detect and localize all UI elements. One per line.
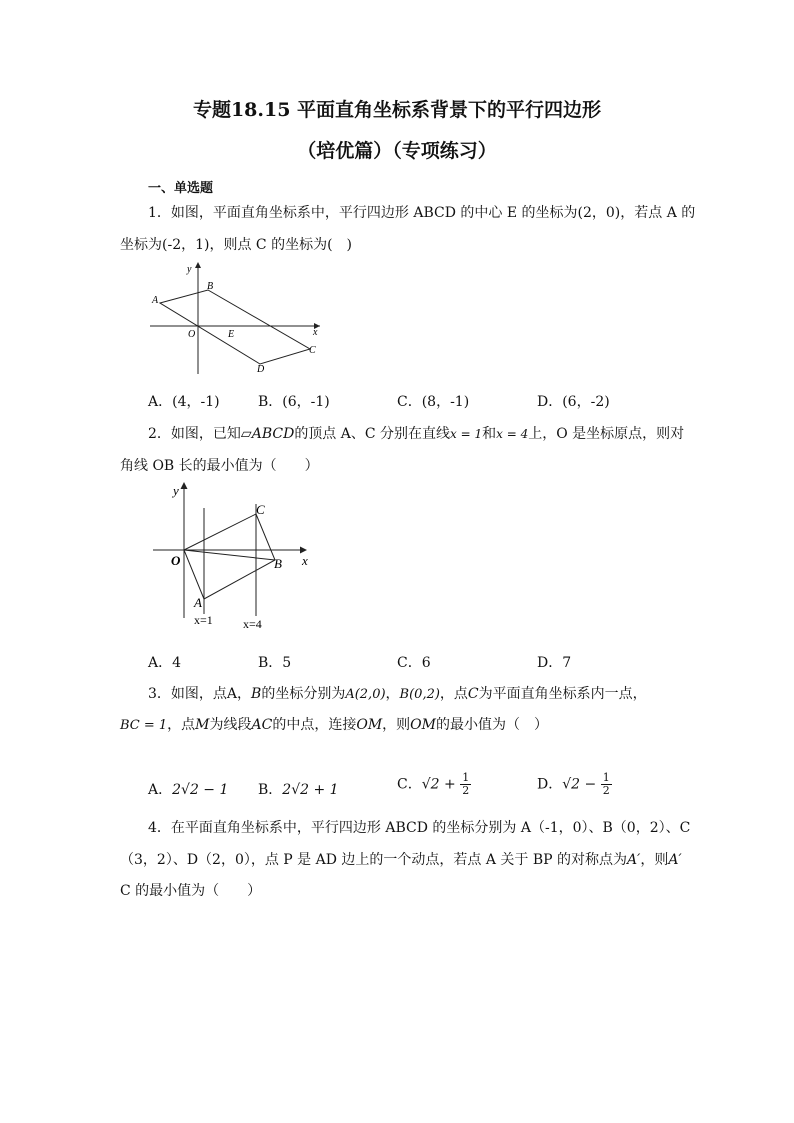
q3-option-d-expr: √2 −	[562, 776, 597, 793]
q3-option-c-num: 1	[462, 771, 470, 784]
q3-text-i: 的最小值为（ ）	[435, 717, 548, 733]
q1-line-2: 坐标为(-2，1)，则点 C 的坐标为( )	[120, 237, 353, 253]
q2-label-x4: x=4	[243, 617, 262, 630]
q2-origin-label: O	[171, 553, 181, 568]
q1-point-a: A	[152, 295, 159, 306]
q3-option-b	[258, 779, 339, 799]
q2-option-a: A．4	[148, 655, 182, 671]
q2-text-b: 的顶点 A、C 分别在直线	[294, 426, 451, 442]
q2-text-d: 上，O 是坐标原点，则对	[528, 426, 685, 442]
q3-b-symbol: B	[251, 686, 262, 702]
q4-line-1: 4．在平面直角坐标系中，平行四边形 ABCD 的坐标分别为 A（-1，0）、B（0，2）、C	[148, 820, 691, 836]
q3-option-d	[537, 772, 612, 797]
q2-option-c: C．6	[397, 655, 431, 671]
q3-line-2	[120, 714, 548, 734]
q3-om: OM	[356, 717, 383, 733]
q3-text-a: 3．如图，点A，	[148, 686, 252, 702]
q4-line-3: C 的最小值为（ ）	[120, 883, 262, 899]
q3-option-d-fraction	[601, 772, 612, 797]
q2-x4: x = 4	[496, 427, 529, 441]
q4-line-2	[120, 849, 682, 869]
q1-x-label: x	[313, 327, 318, 338]
q3-text-c: ，点	[439, 686, 468, 702]
q2-x1: x = 1	[450, 427, 483, 441]
q2-point-c: C	[256, 502, 265, 517]
q3-b-coord: B(0,2)	[399, 687, 440, 702]
q1-point-e: E	[228, 329, 235, 340]
q1-parallelogram	[160, 290, 310, 364]
q3-option-d-den: 2	[602, 784, 610, 797]
q3-text-e: ，点	[167, 717, 196, 733]
q3-text-g: 的中点，连接	[272, 717, 357, 733]
q3-option-b-expr: 2√2 + 1	[282, 782, 339, 798]
section-heading: 一、单选题	[148, 181, 214, 196]
q3-option-b-label: B．	[258, 782, 283, 798]
q2-text-a: 2．如图，已知	[148, 426, 241, 442]
q2-point-b: B	[274, 556, 282, 571]
q2-diagonal-ob	[184, 550, 275, 560]
q3-text-b: 的坐标分别为	[261, 686, 346, 702]
q2-x-label: x	[302, 553, 308, 568]
q2-y-arrow	[181, 482, 188, 489]
q3-option-a-expr: 2√2 − 1	[172, 782, 229, 798]
q2-label-x1: x=1	[194, 613, 213, 627]
q2-option-d: D．7	[537, 655, 572, 671]
q2-parallelogram-symbol: ▱	[240, 426, 252, 442]
q4-a-prime: A′	[627, 852, 641, 868]
q2-option-b: B．5	[258, 655, 292, 671]
q3-option-a-label: A．	[148, 782, 173, 798]
q1-point-d: D	[257, 364, 265, 375]
q3-ac: AC	[251, 717, 273, 733]
q3-option-c-label: C．	[397, 776, 422, 793]
q1-option-d: D．(6，-2)	[537, 394, 610, 410]
q3-option-c	[397, 772, 471, 797]
q2-abcd: ABCD	[251, 426, 295, 442]
q3-sep: ，	[385, 686, 400, 702]
q3-text-h: ，则	[382, 717, 411, 733]
q2-figure	[145, 478, 325, 630]
q1-origin-label: O	[188, 329, 196, 340]
q1-point-b: B	[207, 281, 214, 292]
q3-option-a	[148, 779, 228, 799]
q1-option-c: C．(8，-1)	[397, 394, 470, 410]
q1-y-arrow	[195, 262, 201, 268]
q3-om-2: OM	[410, 717, 436, 733]
q2-point-a: A	[194, 595, 202, 610]
q1-option-b: B．(6，-1)	[258, 394, 330, 410]
q3-bc: BC = 1	[120, 718, 168, 733]
q2-text-c: 和	[482, 426, 497, 442]
q2-line-2: 角线 OB 长的最小值为（ ）	[120, 458, 319, 474]
q3-c-symbol: C	[467, 686, 479, 702]
q3-option-c-fraction	[460, 772, 471, 797]
title-line-2: （培优篇）（专项练习）	[297, 140, 497, 162]
q3-option-d-num: 1	[602, 771, 610, 784]
q2-parallelogram	[184, 514, 275, 599]
q3-text-d: 为平面直角坐标系内一点，	[478, 686, 647, 702]
q3-a-coord: A(2,0)	[345, 687, 386, 702]
q3-line-1	[148, 683, 647, 703]
q4-text-a: （3，2）、D（2，0），点 P 是 AD 边上的一个动点，若点 A 关于 BP 的对称点为	[120, 852, 628, 868]
title-line-1: 专题18.15 平面直角坐标系背景下的平行四边形	[192, 99, 602, 121]
q3-option-c-expr: √2 +	[421, 776, 456, 793]
q3-option-c-den: 2	[462, 784, 470, 797]
q3-m: M	[195, 717, 210, 733]
q3-option-d-label: D．	[537, 776, 563, 793]
q1-figure	[140, 258, 340, 380]
q1-point-c: C	[309, 345, 316, 356]
q1-line-1: 1．如图，平面直角坐标系中，平行四边形 ABCD 的中心 E 的坐标为(2，0)，若点 A 的	[148, 205, 696, 221]
q1-option-a: A．(4，-1)	[148, 394, 220, 410]
q2-line-1	[148, 423, 684, 443]
q3-text-f: 为线段	[209, 717, 252, 733]
q1-y-label: y	[187, 264, 192, 275]
q2-y-label: y	[173, 483, 179, 498]
q4-a-prime-2: A′	[668, 852, 682, 868]
q4-text-b: ，则	[640, 852, 669, 868]
